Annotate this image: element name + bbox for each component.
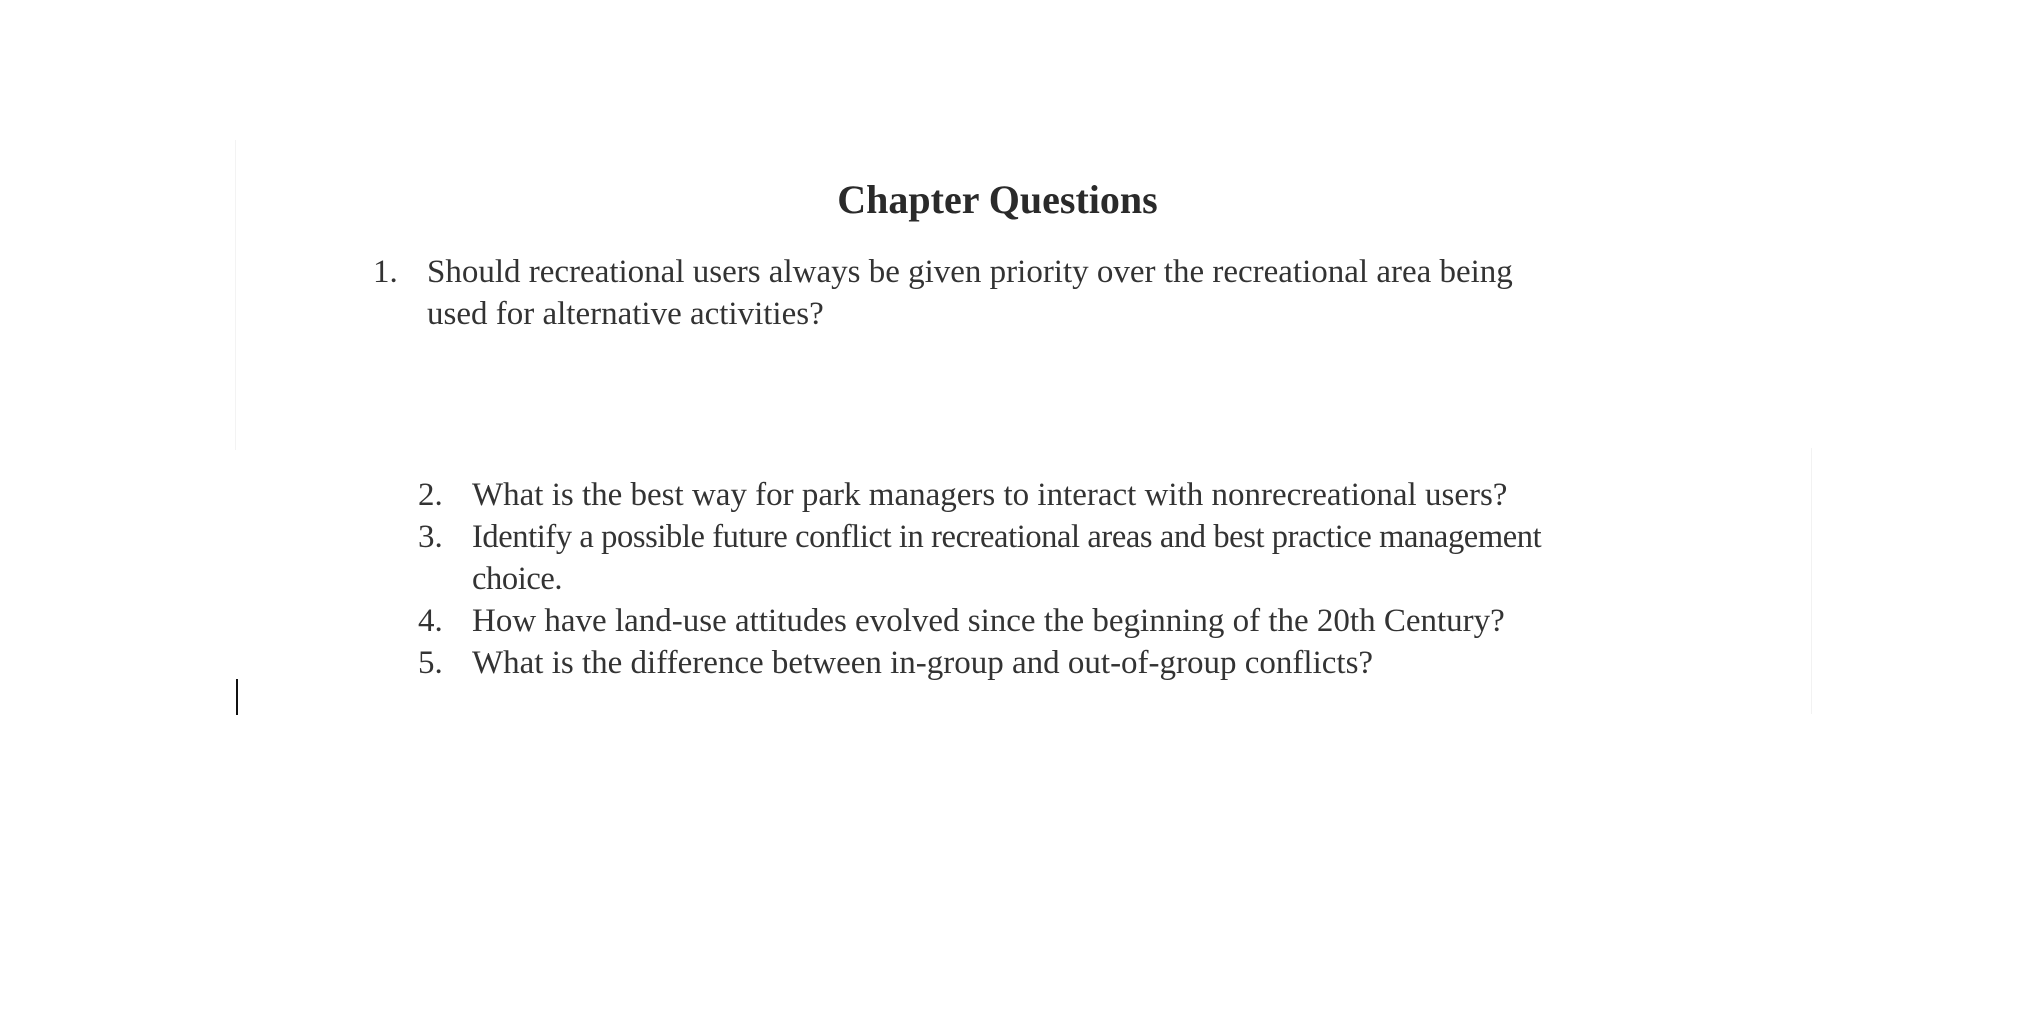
question-item bbox=[418, 474, 1678, 516]
question-text-line: choice. bbox=[472, 561, 563, 597]
question-number: 1. bbox=[373, 254, 398, 290]
question-text-line: Should recreational users always be given priority over the recreational area being bbox=[427, 254, 1513, 290]
question-number: 4. bbox=[418, 603, 443, 639]
question-number: 5. bbox=[418, 645, 443, 681]
question-item bbox=[418, 516, 1678, 600]
text-cursor bbox=[236, 679, 238, 715]
chapter-title: Chapter Questions bbox=[837, 177, 1158, 222]
question-number: 2. bbox=[418, 477, 443, 513]
question-item bbox=[373, 251, 1653, 335]
question-text-line: What is the difference between in-group and out-of-group conflicts? bbox=[472, 645, 1374, 681]
question-item bbox=[418, 600, 1678, 642]
question-item bbox=[418, 642, 1678, 684]
question-text-line: What is the best way for park managers to interact with nonrecreational users? bbox=[472, 477, 1508, 513]
question-text-line: Identify a possible future conflict in recreational areas and best practice management bbox=[472, 519, 1542, 555]
question-text-line: How have land-use attitudes evolved since the beginning of the 20th Century? bbox=[472, 603, 1505, 639]
question-text-line: used for alternative activities? bbox=[427, 296, 824, 332]
question-number: 3. bbox=[418, 519, 443, 555]
